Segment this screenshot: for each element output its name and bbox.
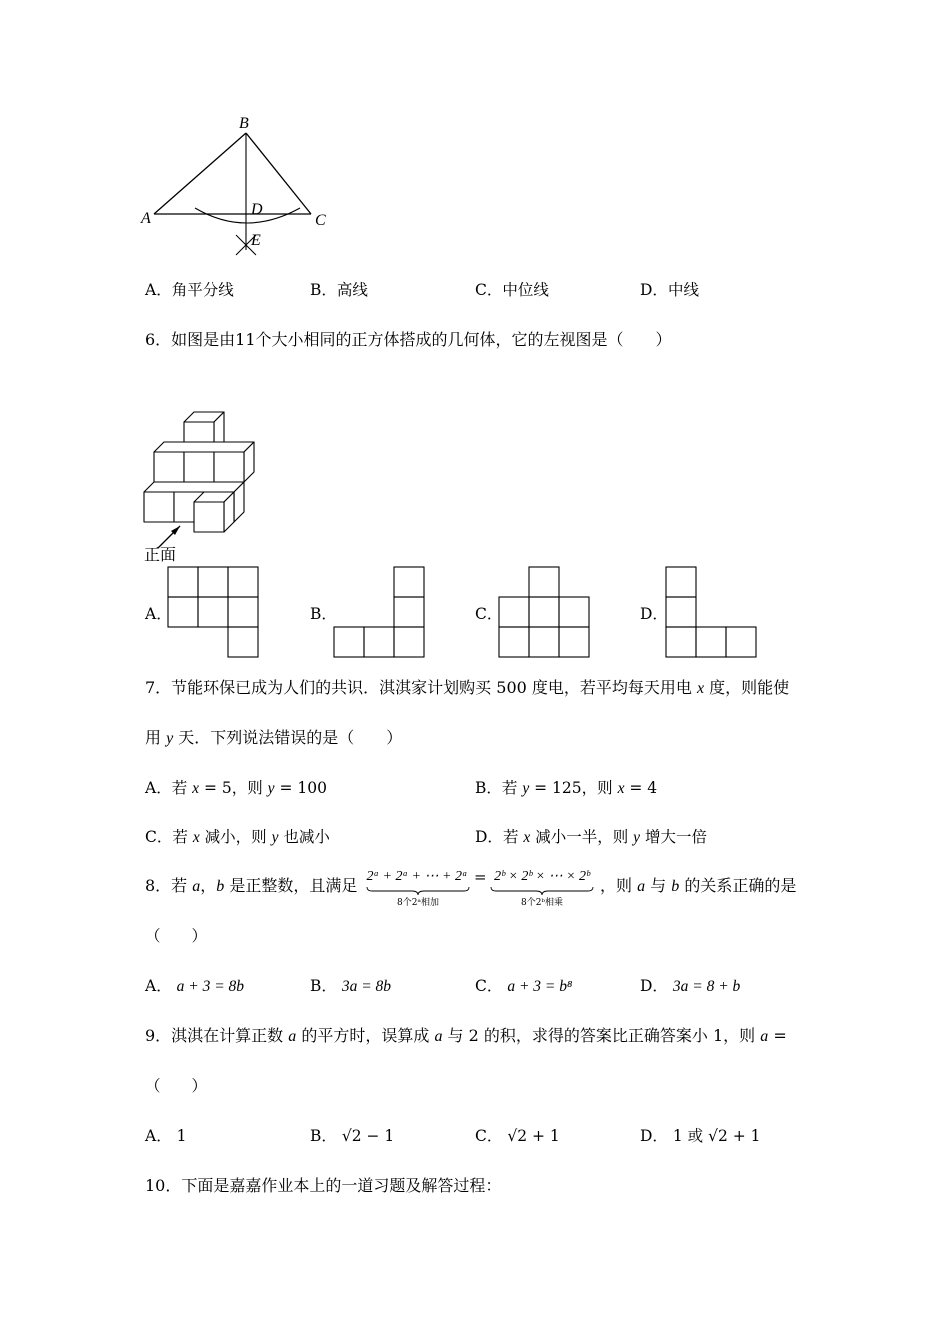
q6-option-c-figure[interactable]: [498, 566, 591, 659]
q9-option-d[interactable]: D． 1 或 √2 + 1: [640, 1127, 761, 1145]
q8-paren: （ ）: [145, 927, 208, 945]
label-c: C: [315, 212, 326, 229]
q7-option-a[interactable]: A．若 x = 5，则 y = 100: [145, 779, 327, 797]
q9-option-b[interactable]: B． √2 − 1: [310, 1127, 395, 1145]
q6-option-b-figure[interactable]: [333, 566, 426, 659]
q8-equals: =: [474, 868, 487, 886]
q8-option-d[interactable]: D． 3a = 8 + b: [640, 977, 741, 995]
q8-rhs: 2ᵇ × 2ᵇ × ⋯ × 2ᵇ: [494, 869, 590, 884]
q8-option-c[interactable]: C． a + 3 = b⁸: [475, 977, 573, 995]
q10-stem: 10．下面是嘉嘉作业本上的一道习题及解答过程：: [145, 1176, 502, 1195]
q8-option-b[interactable]: B． 3a = 8b: [310, 977, 392, 995]
front-label: 正面: [144, 545, 177, 564]
q6-stem: 6．如图是由11个大小相同的正方体搭成的几何体，它的左视图是（ ）: [145, 330, 672, 349]
q9-option-a[interactable]: A． 1: [145, 1127, 187, 1145]
q5-option-d[interactable]: D．中线: [640, 281, 699, 299]
q9-paren: （ ）: [145, 1077, 208, 1095]
q7-stem-line1: 7．节能环保已成为人们的共识．淇淇家计划购买 500 度电，若平均每天用电 x 度，则能使: [145, 678, 790, 697]
q9-stem: 9．淇淇在计算正数 a 的平方时，误算成 a 与 2 的积，求得的答案比正确答案小 1，则 a =: [145, 1026, 787, 1045]
q9-option-c[interactable]: C． √2 + 1: [475, 1127, 560, 1145]
label-d: D: [251, 201, 263, 218]
q7-option-c[interactable]: C．若 x 减小，则 y 也减小: [145, 828, 330, 846]
label-a: A: [141, 210, 151, 227]
q5-option-b[interactable]: B．高线: [310, 281, 368, 299]
q8-rhs-note: 8个2ᵇ相乘: [520, 898, 564, 908]
q6-option-a-letter[interactable]: A．: [145, 605, 172, 623]
q7-stem-line2: 用 y 天．下列说法错误的是（ ）: [145, 728, 403, 747]
q8-stem-end: ，则 a 与 b 的关系正确的是: [600, 876, 797, 895]
q7-option-d[interactable]: D．若 x 减小一半，则 y 增大一倍: [475, 828, 707, 846]
q6-option-b-letter[interactable]: B．: [310, 605, 337, 623]
triangle-figure: [135, 110, 345, 260]
label-e: E: [251, 232, 261, 249]
q8-lhs-note: 8个2ᵃ相加: [397, 898, 439, 908]
q6-option-d-figure[interactable]: [665, 566, 758, 659]
q8-lhs: 2ᵃ + 2ᵃ + ⋯ + 2ᵃ: [366, 869, 468, 884]
q5-option-c[interactable]: C．中位线: [475, 281, 549, 299]
q8-option-a[interactable]: A． a + 3 = 8b: [145, 977, 245, 995]
label-b: B: [239, 115, 249, 132]
q7-option-b[interactable]: B．若 y = 125，则 x = 4: [475, 779, 658, 797]
q6-option-d-letter[interactable]: D．: [640, 605, 668, 623]
q5-option-a[interactable]: A．角平分线: [145, 281, 234, 299]
q6-option-c-letter[interactable]: C．: [475, 605, 503, 623]
q6-option-a-figure[interactable]: [167, 566, 260, 659]
q8-stem-start: 8．若 a，b 是正整数，且满足: [145, 876, 358, 895]
